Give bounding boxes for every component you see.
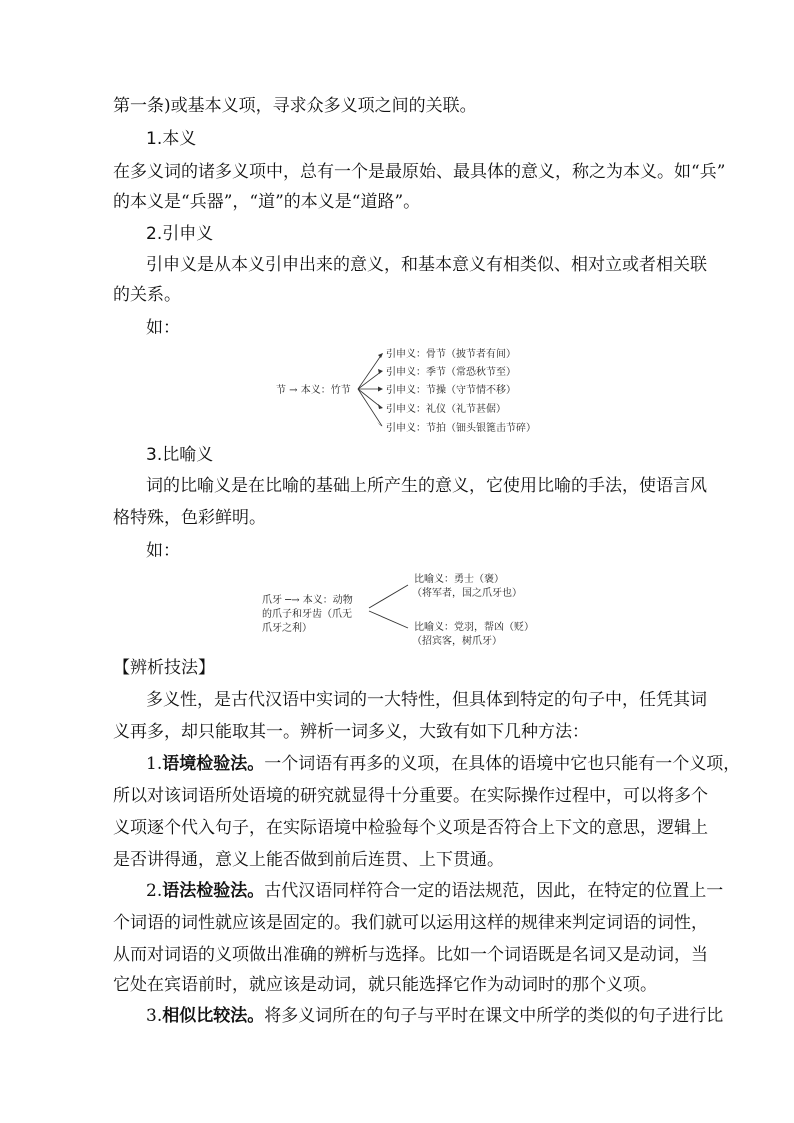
paragraph-line: 个词语的词性就应该是固定的。我们就可以运用这样的规律来判定词语的词性， [113,913,708,933]
example-label: 如： [146,541,180,561]
diagram-branch: （招宾客，树爪牙） [412,636,502,647]
diagram-branch: 比喻义：勇士（褒） [414,574,504,585]
diagram-branch: 引申义：节拍（钿头银篦击节碎） [386,423,536,434]
paragraph-line: 的关系。 [113,285,181,305]
heading-number: 2. [146,224,163,244]
method-2 [146,879,723,903]
paragraph-line: 引申义是从本义引申出来的意义，和基本意义有相类似、相对立或者相关联 [146,255,707,275]
heading-number: 1. [146,129,163,149]
paragraph-line: 格特殊，色彩鲜明。 [113,508,266,528]
diagram-branch: 引申义：节操（守节情不移） [386,385,516,396]
heading-title: 比喻义 [162,445,214,465]
paragraph-line: 在多义词的诸多义项中，总有一个是最原始、最具体的意义，称之为本义。如“兵” [113,162,726,182]
diagram-branch: 引申义：骨节（披节者有间） [386,349,516,360]
method-number: 1. [146,754,163,774]
paragraph-line: 它处在宾语前时，就应该是动词，就只能选择它作为动词时的那个义项。 [113,975,657,995]
example-label: 如： [146,318,180,338]
diagram-branch: 引申义：礼仪（礼节甚倨） [386,404,506,415]
diagram-root: 的爪子和牙齿（爪无 [262,609,352,620]
method-text: 古代汉语同样符合一定的语法规范，因此，在特定的位置上一 [264,881,724,901]
method-title: 语法检验法。 [162,881,265,901]
diagram-branch: （将军者，国之爪牙也） [412,588,522,599]
diagram-line [369,585,408,608]
diagram-branch: 引申义：季节（常恐秋节至） [386,367,516,378]
method-number: 2. [146,881,163,901]
diagram-root: 爪牙之利） [262,623,312,634]
method-3 [146,1004,723,1028]
paragraph-line: 是否讲得通，意义上能否做到前后连贯、上下贯通。 [113,850,504,870]
method-text: 将多义词所在的句子与平时在课文中所学的类似的句子进行比 [264,1006,724,1026]
method-1 [146,752,740,776]
paragraph-line: 从而对词语的义项做出准确的辨析与选择。比如一个词语既是名词又是动词，当 [113,945,708,965]
diagram-line [369,611,408,628]
section-heading: 【辨析技法】 [113,658,215,678]
paragraph-line: 所以对该词语所处语境的研究就显得十分重要。在实际操作过程中，可以将多个 [113,786,708,806]
method-number: 3. [146,1006,163,1026]
diagram-root: 节 → 本义：竹节 [276,385,351,396]
paragraph-line: 义再多，却只能取其一。辨析一词多义，大致有如下几种方法： [113,722,589,742]
method-title: 语境检验法。 [162,754,265,774]
paragraph-line: 词的比喻义是在比喻的基础上所产生的意义，它使用比喻的手法，使语言风 [146,476,707,496]
paragraph-line: 义项逐个代入句子，在实际语境中检验每个义项是否符合上下文的意思，逻辑上 [113,818,708,838]
diagram-branch: 比喻义：党羽，帮凶（贬） [414,622,534,633]
diagram-root: 爪牙 ─→ 本义：动物 [262,595,353,606]
paragraph-line: 第一条)或基本义项，寻求众多义项之间的关联。 [113,96,477,116]
method-title: 相似比较法。 [162,1006,265,1026]
paragraph-line: 多义性，是古代汉语中实词的一大特性，但具体到特定的句子中，任凭其词 [146,690,707,710]
paragraph-line: 的本义是“兵器”，“道”的本义是“道路”。 [113,192,421,212]
method-text: 一个词语有再多的义项，在具体的语境中它也只能有一个义项， [264,754,741,774]
heading-title: 引申义 [162,224,214,244]
heading-title: 本义 [162,129,197,149]
heading-number: 3. [146,445,163,465]
